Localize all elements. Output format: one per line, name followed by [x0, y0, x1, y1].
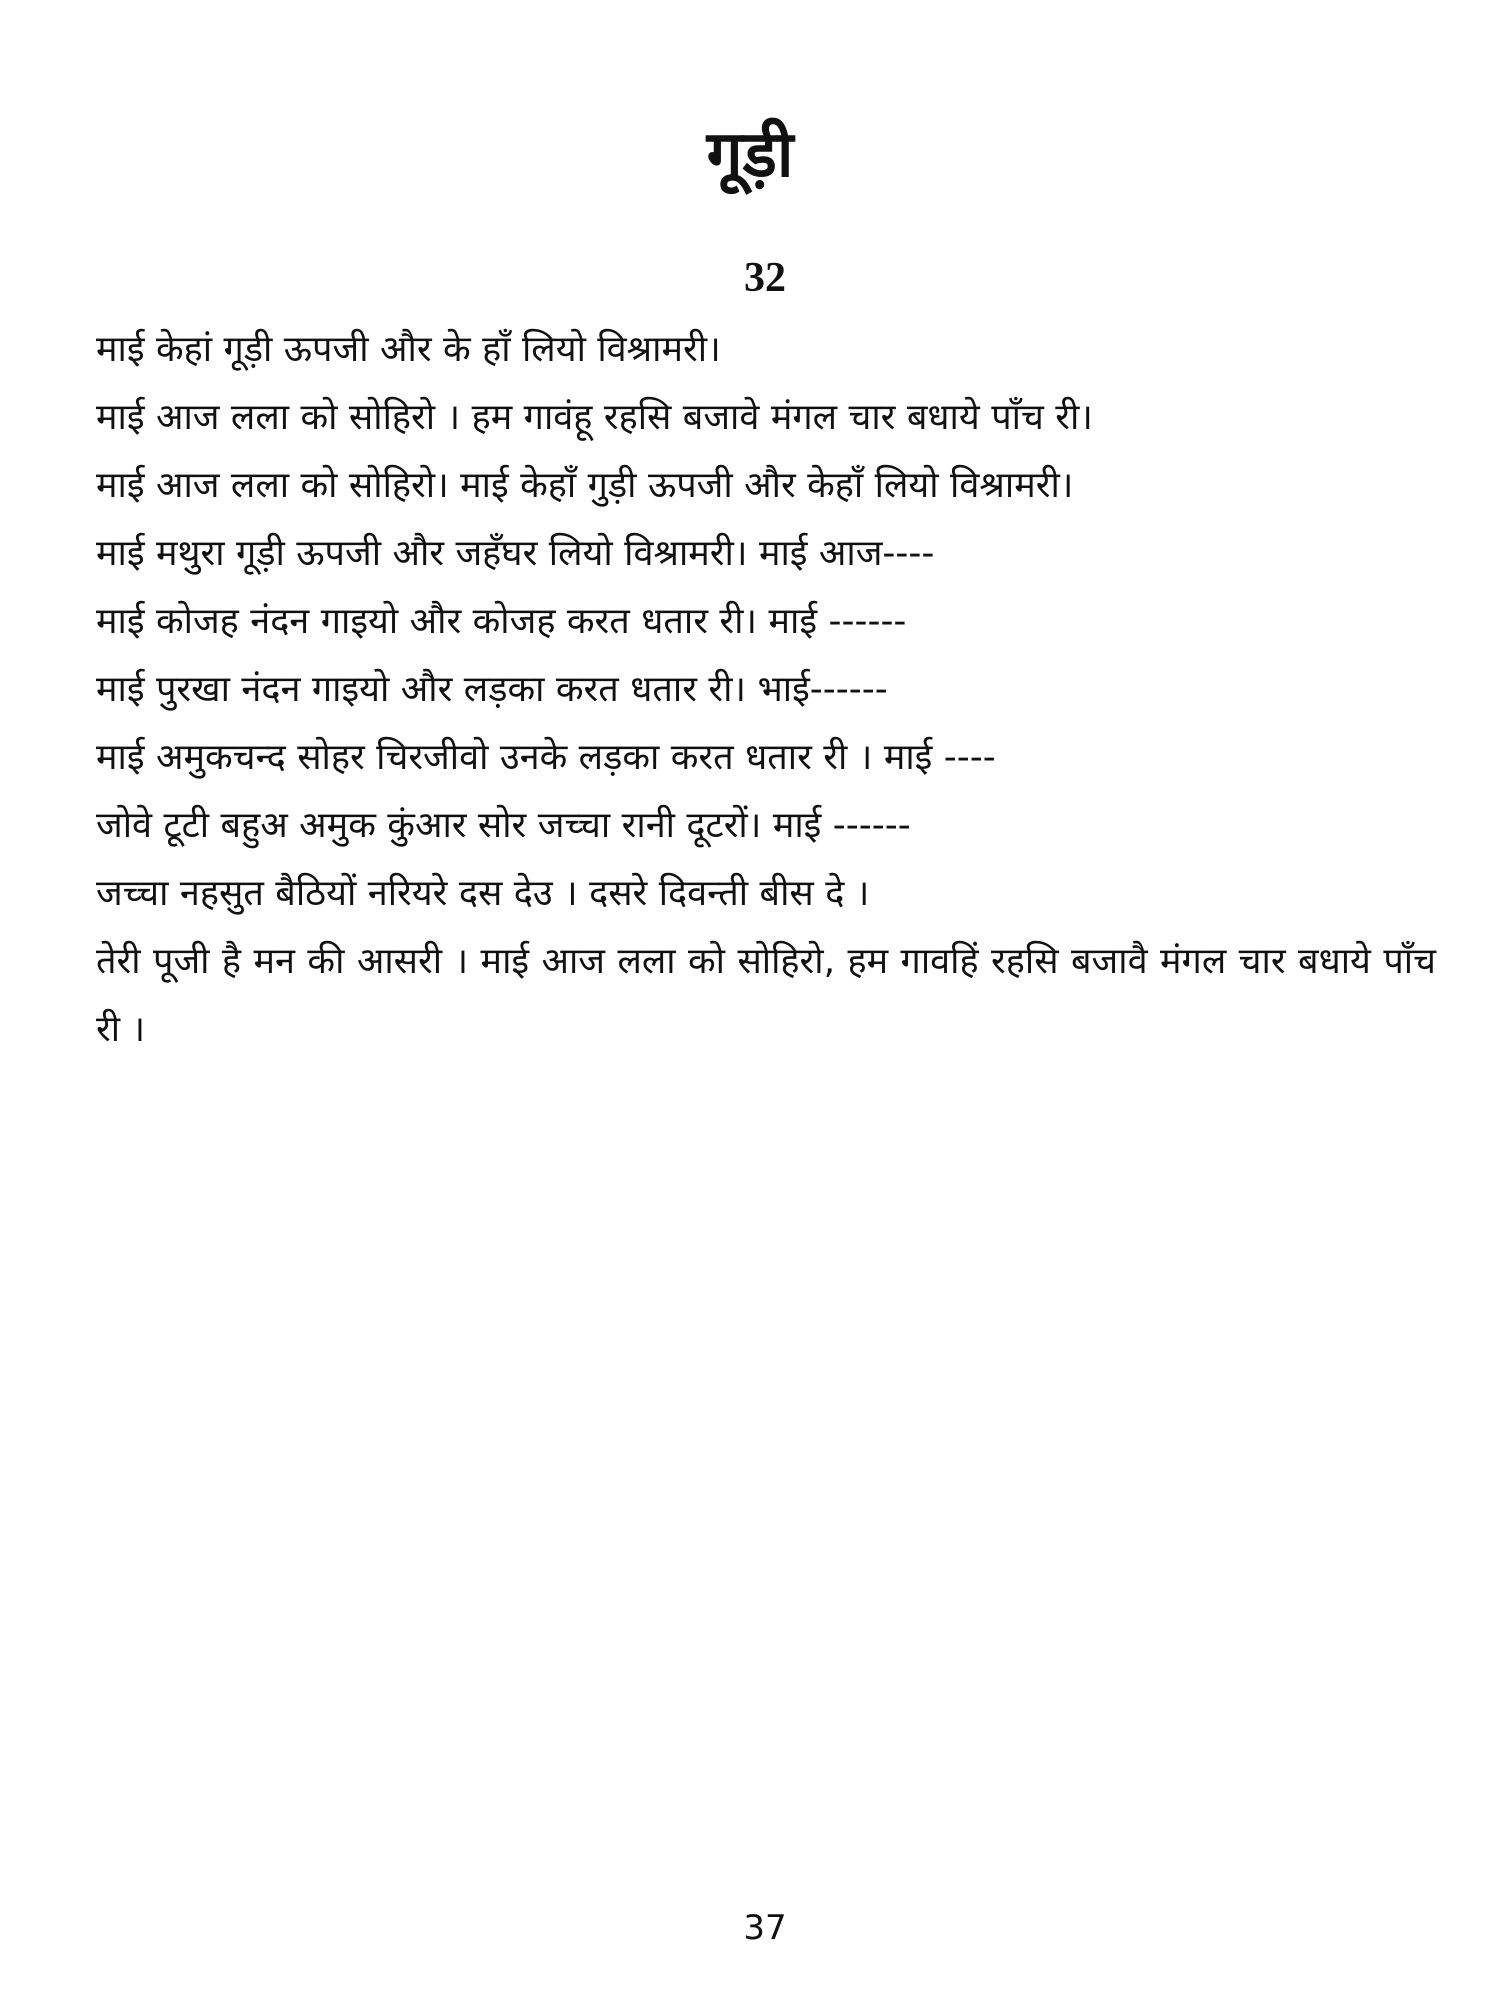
song-lyrics — [96, 316, 1436, 1064]
lyric-line-6: माई पुरखा नंदन गाइयो और लड़का करत धतार री। भाई------ — [96, 669, 888, 710]
lyric-line-10: तेरी पूजी है मन की आसरी । माई आज लला को सोहिरो, हम गावहिं रहसि बजावै मंगल चार बधाये पाँच री । — [96, 941, 1436, 1050]
song-number: 32 — [744, 255, 786, 301]
lyric-line-9: जच्चा नहसुत बैठियों नरियरे दस देउ । दसरे दिवन्ती बीस दे । — [96, 873, 870, 914]
lyric-line-7: माई अमुकचन्द सोहर चिरजीवो उनके लड़का करत धतार री । माई ---- — [96, 737, 996, 778]
page-number: 37 — [743, 1908, 787, 1948]
lyric-line-8: जोवे टूटी बहुअ अमुक कुंआर सोर जच्चा रानी दूटरों। माई ------ — [96, 805, 911, 846]
lyric-line-2: माई आज लला को सोहिरो । हम गावंहू रहसि बजावे मंगल चार बधाये पाँच री। — [96, 397, 1093, 438]
lyric-line-5: माई कोजह नंदन गाइयो और कोजह करत धतार री। माई ------ — [96, 601, 907, 642]
lyric-line-3: माई आज लला को सोहिरो। माई केहाँ गुड़ी ऊपजी और केहाँ लियो विश्रामरी। — [96, 465, 1074, 506]
song-title: गूड़ी — [706, 118, 794, 192]
lyric-line-1: माई केहां गूड़ी ऊपजी और के हाँ लियो विश्रामरी। — [96, 329, 721, 370]
lyric-line-4: माई मथुरा गूड़ी ऊपजी और जहँघर लियो विश्रामरी। माई आज---- — [96, 533, 935, 574]
